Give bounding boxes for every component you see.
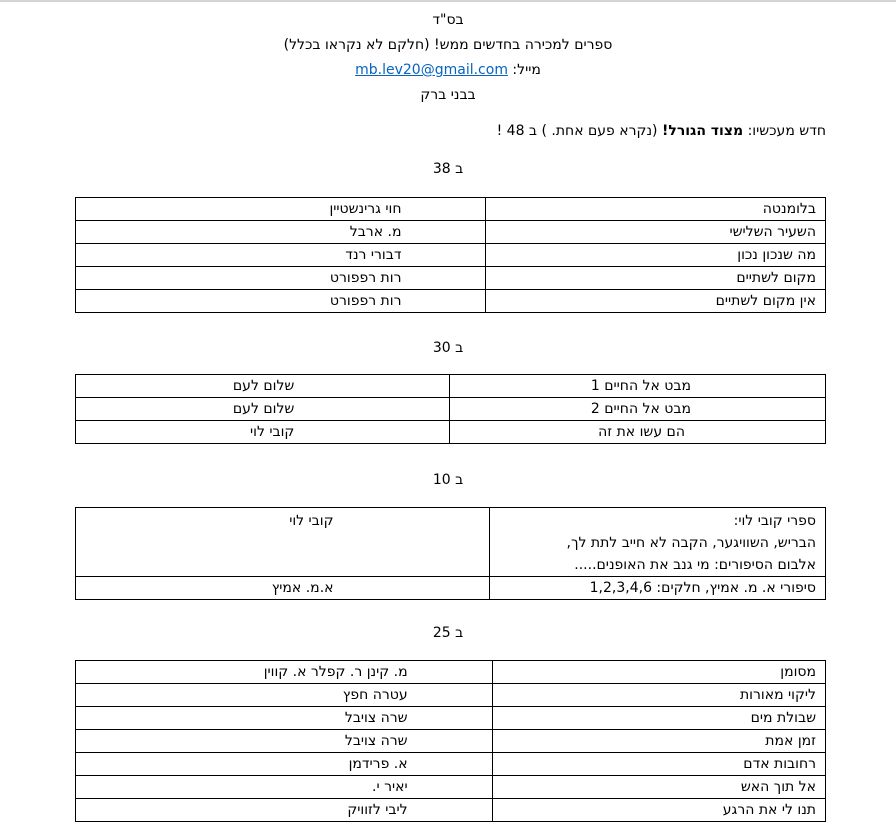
book-author: קובי לוי [76,508,490,577]
table-row [76,267,826,290]
books-table [75,197,826,313]
table-row [76,661,826,684]
announcement-line [497,123,826,139]
email-link[interactable]: mb.lev20@gmail.com [355,62,508,78]
book-title: זמן אמת [492,730,825,753]
table-row [76,290,826,313]
section-price: ב 10 [432,472,464,488]
book-title-line: אלבום הסיפורים: מי גנב את האופנים..... [574,557,816,573]
table-row [76,221,826,244]
books-table [75,374,826,444]
book-author: שלום לעם [76,375,450,398]
section-price: ב 25 [432,625,464,641]
table-row [76,684,826,707]
table-row [76,577,826,600]
table-row [76,508,826,577]
book-title: אל תוך האש [492,776,825,799]
blessing-text: בס"ד [432,12,464,28]
announcement-title: מצוד הגורל! [661,123,744,139]
table-row [76,753,826,776]
book-author: יאיר י. [76,776,493,799]
book-title-line: ספרי קובי לוי: [733,513,816,529]
book-title: הם עשו את זה [450,421,826,444]
table-row [76,398,826,421]
book-author: שרה צויבל [76,730,493,753]
book-title: השעיר השלישי [486,221,826,244]
book-title: תנו לי את הרגע [492,799,825,822]
section-price: ב 30 [432,340,464,356]
book-title: מסומן [492,661,825,684]
book-author: שרה צויבל [76,707,493,730]
book-author: דבורי רנד [76,244,486,267]
book-author: רות רפפורט [76,290,486,313]
books-table [75,507,826,600]
book-author: עטרה חפץ [76,684,493,707]
book-title: ליקוי מאורות [492,684,825,707]
email-line [0,62,896,78]
table-row [76,707,826,730]
book-author: רות רפפורט [76,267,486,290]
table-row [76,799,826,822]
book-title: רחובות אדם [492,753,825,776]
book-title: סיפורי א. מ. אמיץ, חלקים: 1,2,3,4,6 [489,577,825,600]
announcement-suffix: (נקרא פעם אחת. ) ב 48 ! [496,123,662,139]
table-row [76,198,826,221]
book-title: מקום לשתיים [486,267,826,290]
table-row [76,776,826,799]
book-author: שלום לעם [76,398,450,421]
table-row [76,421,826,444]
book-author: מ. קינן ר. קפלר א. קווין [76,661,493,684]
book-title-multiline [489,508,825,577]
table-row [76,730,826,753]
books-table [75,660,826,822]
subtitle-text: ספרים למכירה בחדשים ממש! (חלקם לא נקראו בכלל) [283,37,613,53]
book-author: חוי גרינשטיין [76,198,486,221]
book-title: מבט אל החיים 2 [450,398,826,421]
book-title: מה שנכון נכון [486,244,826,267]
table-row [76,244,826,267]
book-title: בלומנטה [486,198,826,221]
book-title: אין מקום לשתיים [486,290,826,313]
book-author: קובי לוי [76,421,450,444]
book-author: א. פרידמן [76,753,493,776]
section-price: ב 38 [432,161,464,177]
email-label: מייל: [512,62,541,78]
book-title-line: הבריש, השוויגער, הקבה לא חייב לתת לך, [566,535,816,551]
page-top-border [0,0,896,2]
book-author: מ. ארבל [76,221,486,244]
table-row [76,375,826,398]
location-text: בבני ברק [420,87,476,103]
book-author: ליבי לזוויק [76,799,493,822]
announcement-prefix: חדש מעכשיו: [743,123,826,139]
book-author: א.מ. אמיץ [76,577,490,600]
book-title: שבולת מים [492,707,825,730]
book-title: מבט אל החיים 1 [450,375,826,398]
